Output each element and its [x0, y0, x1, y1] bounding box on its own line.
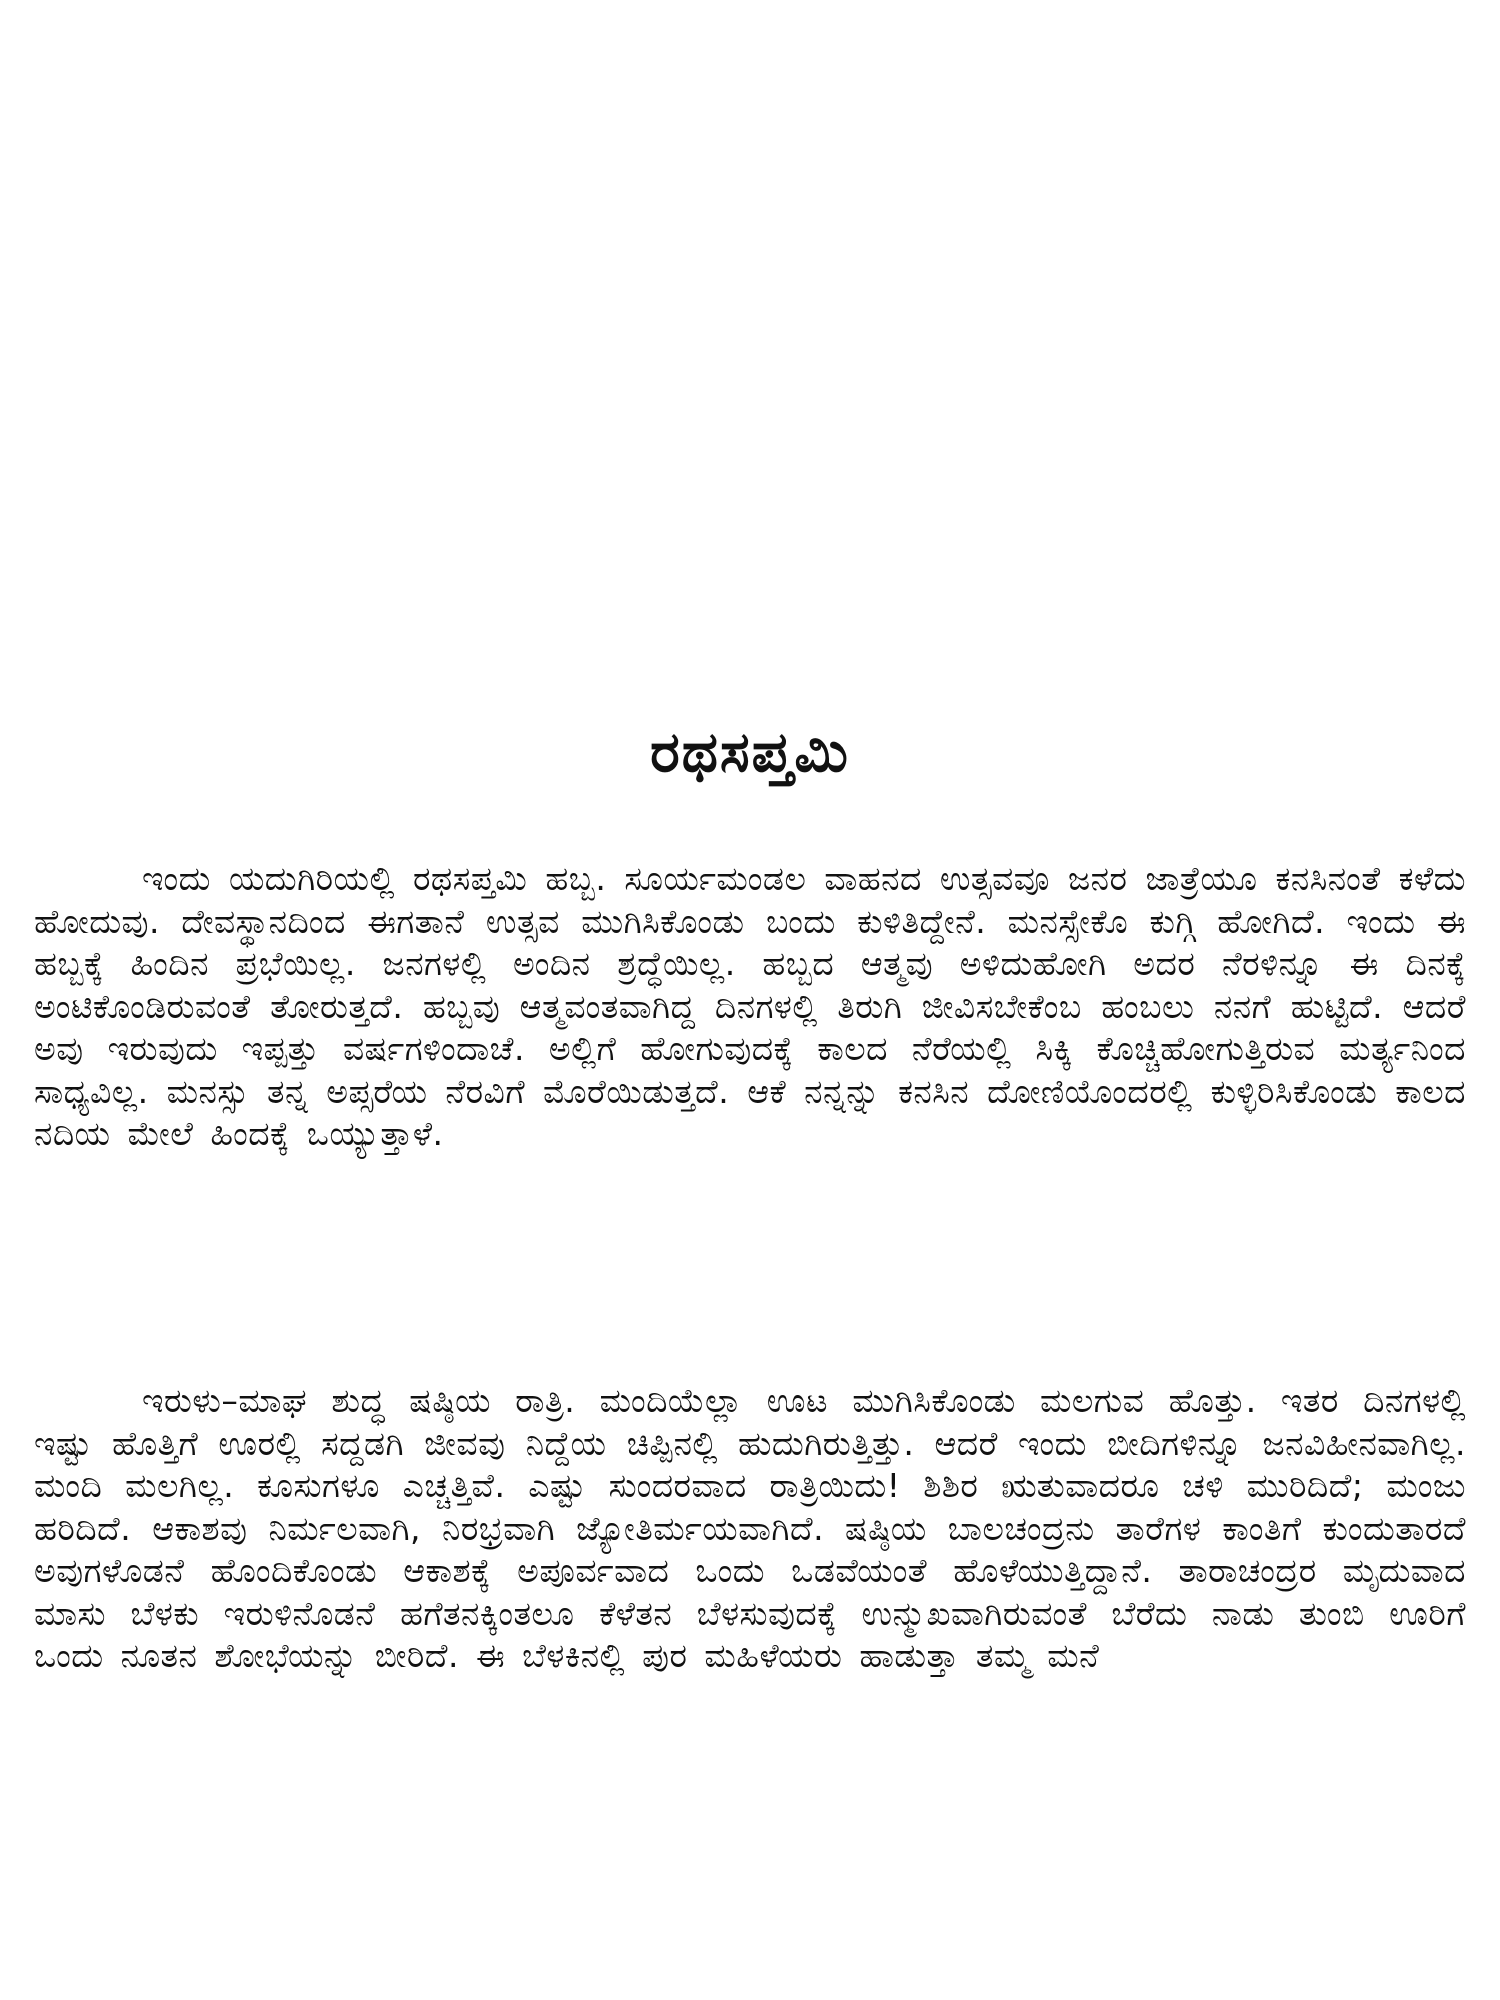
paragraph-1: ಇಂದು ಯದುಗಿರಿಯಲ್ಲಿ ರಥಸಪ್ತಮಿ ಹಬ್ಬ. ಸೂರ್ಯಮಂಡಲ ವಾಹನದ ಉತ್ಸವವೂ ಜನರ ಜಾತ್ರೆಯೂ ಕನಸಿನಂತೆ ಕಳೆದು ಹೋದುವು. ದೇವಸ್ಥಾನದಿಂದ ಈಗತಾನೆ ಉತ್ಸವ ಮುಗಿಸಿಕೊಂಡು ಬಂದು ಕುಳಿತಿದ್ದೇನೆ. ಮನಸ್ಸೇಕೊ ಕುಗ್ಗಿ ಹೋಗಿದೆ. ಇಂದು ಈ ಹಬ್ಬಕ್ಕೆ ಹಿಂದಿನ ಪ್ರಭೆಯಿಲ್ಲ. ಜನಗಳಲ್ಲಿ ಅಂದಿನ ಶ್ರದ್ಧೆಯಿಲ್ಲ. ಹಬ್ಬದ ಆತ್ಮವು ಅಳಿದುಹೋಗಿ ಅದರ ನೆರಳಿನ್ನೂ ಈ ದಿನಕ್ಕೆ ಅಂಟಿಕೊಂಡಿರುವಂತೆ ತೋರುತ್ತದೆ. ಹಬ್ಬವು ಆತ್ಮವಂತವಾಗಿದ್ದ ದಿನಗಳಲ್ಲಿ ತಿರುಗಿ ಜೀವಿಸಬೇಕೆಂಬ ಹಂಬಲು ನನಗೆ ಹುಟ್ಟಿದೆ. ಆದರೆ ಅವು ಇರುವುದು ಇಪ್ಪತ್ತು ವರ್ಷಗಳಿಂದಾಚೆ. ಅಲ್ಲಿಗೆ ಹೋಗುವುದಕ್ಕೆ ಕಾಲದ ನೆರೆಯಲ್ಲಿ ಸಿಕ್ಕಿ ಕೊಚ್ಚಿಹೋಗುತ್ತಿರುವ ಮರ್ತ್ಯನಿಂದ ಸಾಧ್ಯವಿಲ್ಲ. ಮನಸ್ಸು ತನ್ನ ಅಪ್ಸರೆಯ ನೆರವಿಗೆ ಮೊರೆಯಿಡುತ್ತದೆ. ಆಕೆ ನನ್ನನ್ನು ಕನಸಿನ ದೋಣಿಯೊಂದರಲ್ಲಿ ಕುಳ್ಳಿರಿಸಿಕೊಂಡು ಕಾಲದ ನದಿಯ ಮೇಲೆ ಹಿಂದಕ್ಕೆ ಒಯ್ಯುತ್ತಾಳೆ.: [34, 859, 1466, 1153]
chapter-title: ರಥಸಪ್ತಮಿ: [650, 720, 850, 785]
paragraph-2: ಇರುಳು–ಮಾಘ ಶುದ್ಧ ಷಷ್ಠಿಯ ರಾತ್ರಿ. ಮಂದಿಯೆಲ್ಲಾ ಊಟ ಮುಗಿಸಿಕೊಂಡು ಮಲಗುವ ಹೊತ್ತು. ಇತರ ದಿನಗಳಲ್ಲಿ ಇಷ್ಟು ಹೊತ್ತಿಗೆ ಊರಲ್ಲಿ ಸದ್ದಡಗಿ ಜೀವವು ನಿದ್ದೆಯ ಚಿಪ್ಪಿನಲ್ಲಿ ಹುದುಗಿರುತ್ತಿತ್ತು. ಆದರೆ ಇಂದು ಬೀದಿಗಳಿನ್ನೂ ಜನವಿಹೀನವಾಗಿಲ್ಲ. ಮಂದಿ ಮಲಗಿಲ್ಲ. ಕೂಸುಗಳೂ ಎಚ್ಚತ್ತಿವೆ. ಎಷ್ಟು ಸುಂದರವಾದ ರಾತ್ರಿಯಿದು! ಶಿಶಿರ ಋತುವಾದರೂ ಚಳಿ ಮುರಿದಿದೆ; ಮಂಜು ಹರಿದಿದೆ. ಆಕಾಶವು ನಿರ್ಮಲವಾಗಿ, ನಿರಭ್ರವಾಗಿ ಜ್ಯೋತಿರ್ಮಯವಾಗಿದೆ. ಷಷ್ಠಿಯ ಬಾಲಚಂದ್ರನು ತಾರೆಗಳ ಕಾಂತಿಗೆ ಕುಂದುತಾರದೆ ಅವುಗಳೊಡನೆ ಹೊಂದಿಕೊಂಡು ಆಕಾಶಕ್ಕೆ ಅಪೂರ್ವವಾದ ಒಂದು ಒಡವೆಯಂತೆ ಹೊಳೆಯುತ್ತಿದ್ದಾನೆ. ತಾರಾಚಂದ್ರರ ಮೃದುವಾದ ಮಾಸು ಬೆಳಕು ಇರುಳಿನೊಡನೆ ಹಗೆತನಕ್ಕಿಂತಲೂ ಕೆಳೆತನ ಬೆಳಸುವುದಕ್ಕೆ ಉನ್ಮುಖವಾಗಿರುವಂತೆ ಬೆರೆದು ನಾಡು ತುಂಬಿ ಊರಿಗೆ ಒಂದು ನೂತನ ಶೋಭೆಯನ್ನು ಬೀರಿದೆ. ಈ ಬೆಳಕಿನಲ್ಲಿ ಪುರ ಮಹಿಳೆಯರು ಹಾಡುತ್ತಾ ತಮ್ಮ ಮನೆ: [34, 1381, 1466, 1675]
